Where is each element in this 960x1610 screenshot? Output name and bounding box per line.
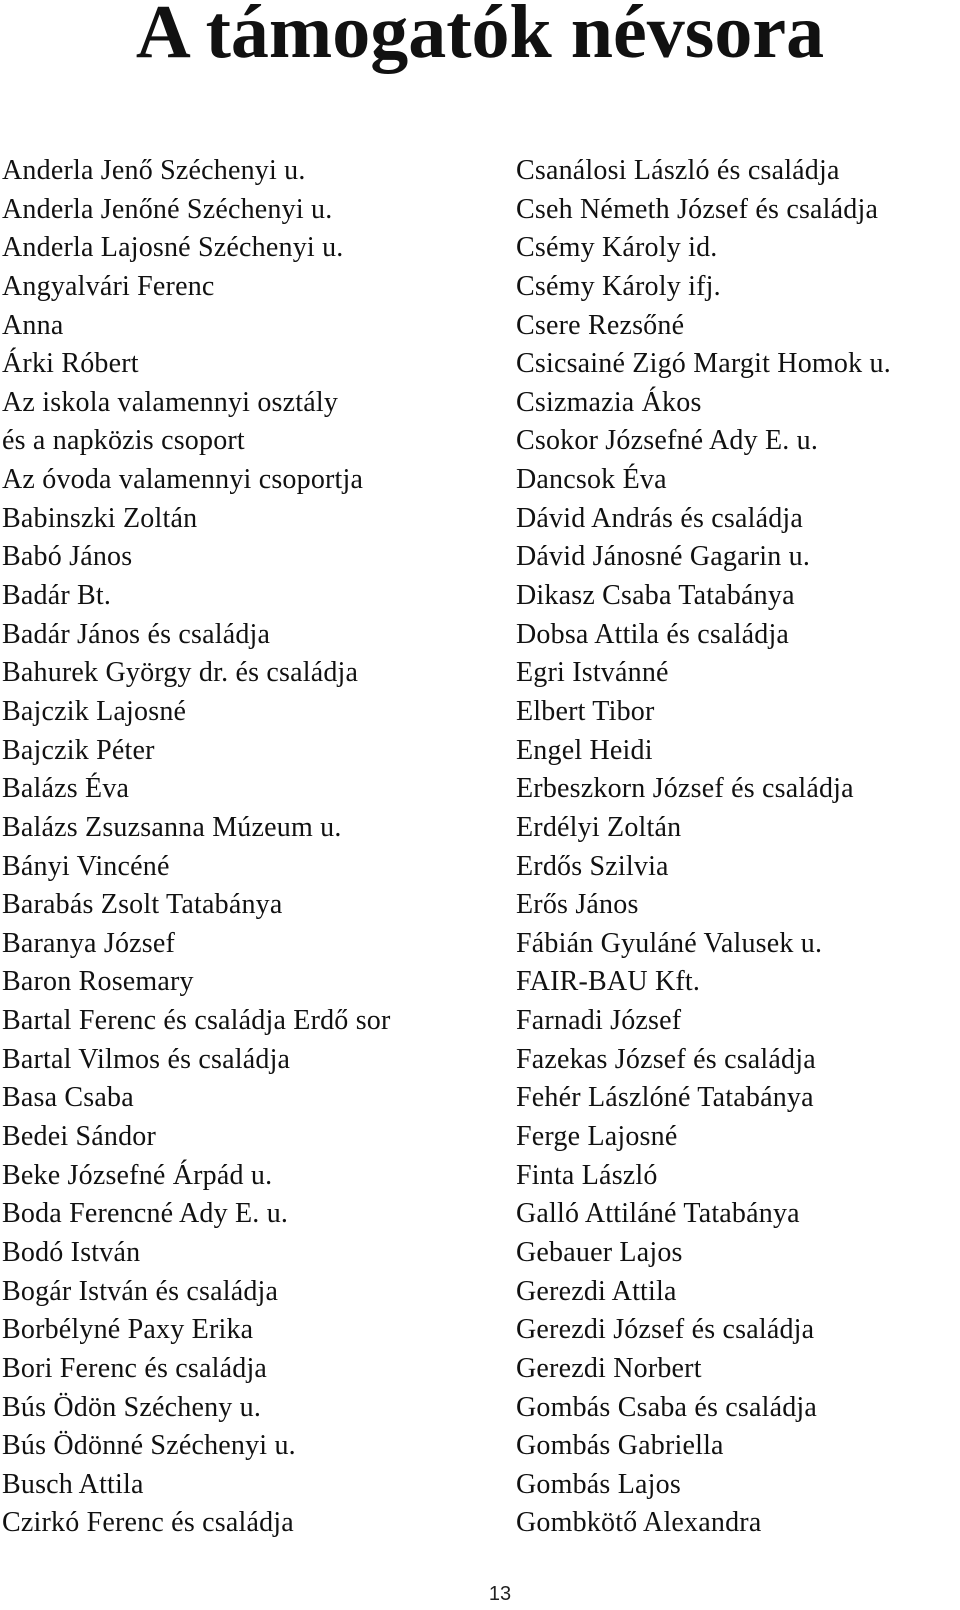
supporter-name: Bogár István és családja xyxy=(2,1275,279,1307)
supporter-name: Engel Heidi xyxy=(516,734,653,766)
supporter-name: Balázs Éva xyxy=(2,773,130,805)
page-title: A támogatók névsora xyxy=(135,0,825,74)
supporters-list-right xyxy=(516,152,956,1543)
supporter-name: Csanálosi László és családja xyxy=(516,155,840,186)
supporter-name: Gerezdi József és családja xyxy=(516,1314,815,1346)
supporter-name: Dancsok Éva xyxy=(516,464,667,496)
supporter-name: Bori Ferenc és családja xyxy=(2,1352,268,1384)
supporter-name: Baranya József xyxy=(2,927,176,959)
supporter-name: Anderla Lajosné Széchenyi u. xyxy=(2,232,344,264)
supporter-name: Elbert Tibor xyxy=(516,695,655,727)
supporter-name: Csizmazia Ákos xyxy=(516,386,702,418)
supporter-name: Csere Rezsőné xyxy=(516,309,685,341)
supporter-name: FAIR-BAU Kft. xyxy=(516,966,701,998)
supporter-name: Busch Attila xyxy=(2,1468,144,1500)
supporter-name: Babó János xyxy=(2,541,133,573)
supporter-name: Az óvoda valamennyi csoportja xyxy=(2,464,364,496)
supporter-name: Gerezdi Norbert xyxy=(516,1352,702,1384)
supporter-name: Bús Ödönné Széchenyi u. xyxy=(2,1430,296,1462)
supporter-name: Erdős Szilvia xyxy=(516,850,669,882)
supporter-name: Gombás Csaba és családja xyxy=(516,1391,818,1423)
supporter-name: Csémy Károly id. xyxy=(516,232,718,264)
supporter-name: Fazekas József és családja xyxy=(516,1043,816,1075)
supporter-name: és a napközis csoport xyxy=(2,425,245,457)
supporter-name: Bahurek György dr. és családja xyxy=(2,657,359,689)
supporter-name: Basa Csaba xyxy=(2,1082,134,1114)
supporter-name: Cseh Németh József és családja xyxy=(516,193,879,225)
supporter-name: Angyalvári Ferenc xyxy=(2,270,215,302)
supporter-name: Bajczik Lajosné xyxy=(2,695,187,727)
supporter-name: Galló Attiláné Tatabánya xyxy=(516,1198,800,1230)
supporter-name: Csicsainé Zigó Margit Homok u. xyxy=(516,348,891,380)
supporter-name: Gombás Gabriella xyxy=(516,1430,724,1462)
supporter-name: Az iskola valamennyi osztály xyxy=(2,386,339,418)
supporter-name: Farnadi József xyxy=(516,1005,682,1037)
supporter-name: Badár Bt. xyxy=(2,580,112,612)
supporter-name: Czirkó Ferenc és családja xyxy=(2,1507,294,1539)
supporters-list-left xyxy=(2,152,502,1543)
supporter-name: Ferge Lajosné xyxy=(516,1121,678,1153)
supporter-name: Dikasz Csaba Tatabánya xyxy=(516,580,795,612)
supporter-name: Gebauer Lajos xyxy=(516,1236,683,1268)
supporter-name: Balázs Zsuzsanna Múzeum u. xyxy=(2,811,342,843)
supporter-name: Anna xyxy=(2,309,64,341)
supporter-name: Erbeszkorn József és családja xyxy=(516,773,854,805)
supporter-name: Beke Józsefné Árpád u. xyxy=(2,1159,273,1191)
supporter-name: Fábián Gyuláné Valusek u. xyxy=(516,927,823,959)
supporter-name: Egri Istvánné xyxy=(516,657,669,689)
supporter-name: Gerezdi Attila xyxy=(516,1275,677,1307)
supporter-name: Finta László xyxy=(516,1159,658,1191)
supporter-name: Barabás Zsolt Tatabánya xyxy=(2,889,283,921)
supporter-name: Bartal Ferenc és családja Erdő sor xyxy=(2,1005,391,1037)
supporter-name: Borbélyné Paxy Erika xyxy=(2,1314,254,1346)
supporter-name: Árki Róbert xyxy=(2,348,139,380)
supporter-name: Bajczik Péter xyxy=(2,734,155,766)
supporter-name: Gombás Lajos xyxy=(516,1468,681,1500)
supporter-name: Dobsa Attila és családja xyxy=(516,618,790,650)
supporter-name: Csémy Károly ifj. xyxy=(516,270,721,302)
page-number: 13 xyxy=(488,1583,512,1605)
supporter-name: Fehér Lászlóné Tatabánya xyxy=(516,1082,814,1114)
supporter-name: Boda Ferencné Ady E. u. xyxy=(2,1198,289,1230)
supporter-name: Gombkötő Alexandra xyxy=(516,1507,762,1539)
supporter-name: Bodó István xyxy=(2,1236,141,1268)
supporter-name: Babinszki Zoltán xyxy=(2,502,198,534)
supporter-name: Bús Ödön Szécheny u. xyxy=(2,1391,262,1423)
supporter-name: Bartal Vilmos és családja xyxy=(2,1043,291,1075)
supporter-name: Csokor Józsefné Ady E. u. xyxy=(516,425,819,457)
supporter-name: Dávid Jánosné Gagarin u. xyxy=(516,541,811,573)
supporter-name: Erdélyi Zoltán xyxy=(516,811,682,843)
supporter-name: Anderla Jenő Széchenyi u. xyxy=(2,155,306,186)
supporter-name: Bedei Sándor xyxy=(2,1121,157,1153)
supporter-name: Anderla Jenőné Széchenyi u. xyxy=(2,193,333,225)
supporter-name: Baron Rosemary xyxy=(2,966,194,998)
supporter-name: Badár János és családja xyxy=(2,618,271,650)
supporter-name: Bányi Vincéné xyxy=(2,850,170,882)
supporter-name: Dávid András és családja xyxy=(516,502,804,534)
supporter-name: Erős János xyxy=(516,889,639,921)
